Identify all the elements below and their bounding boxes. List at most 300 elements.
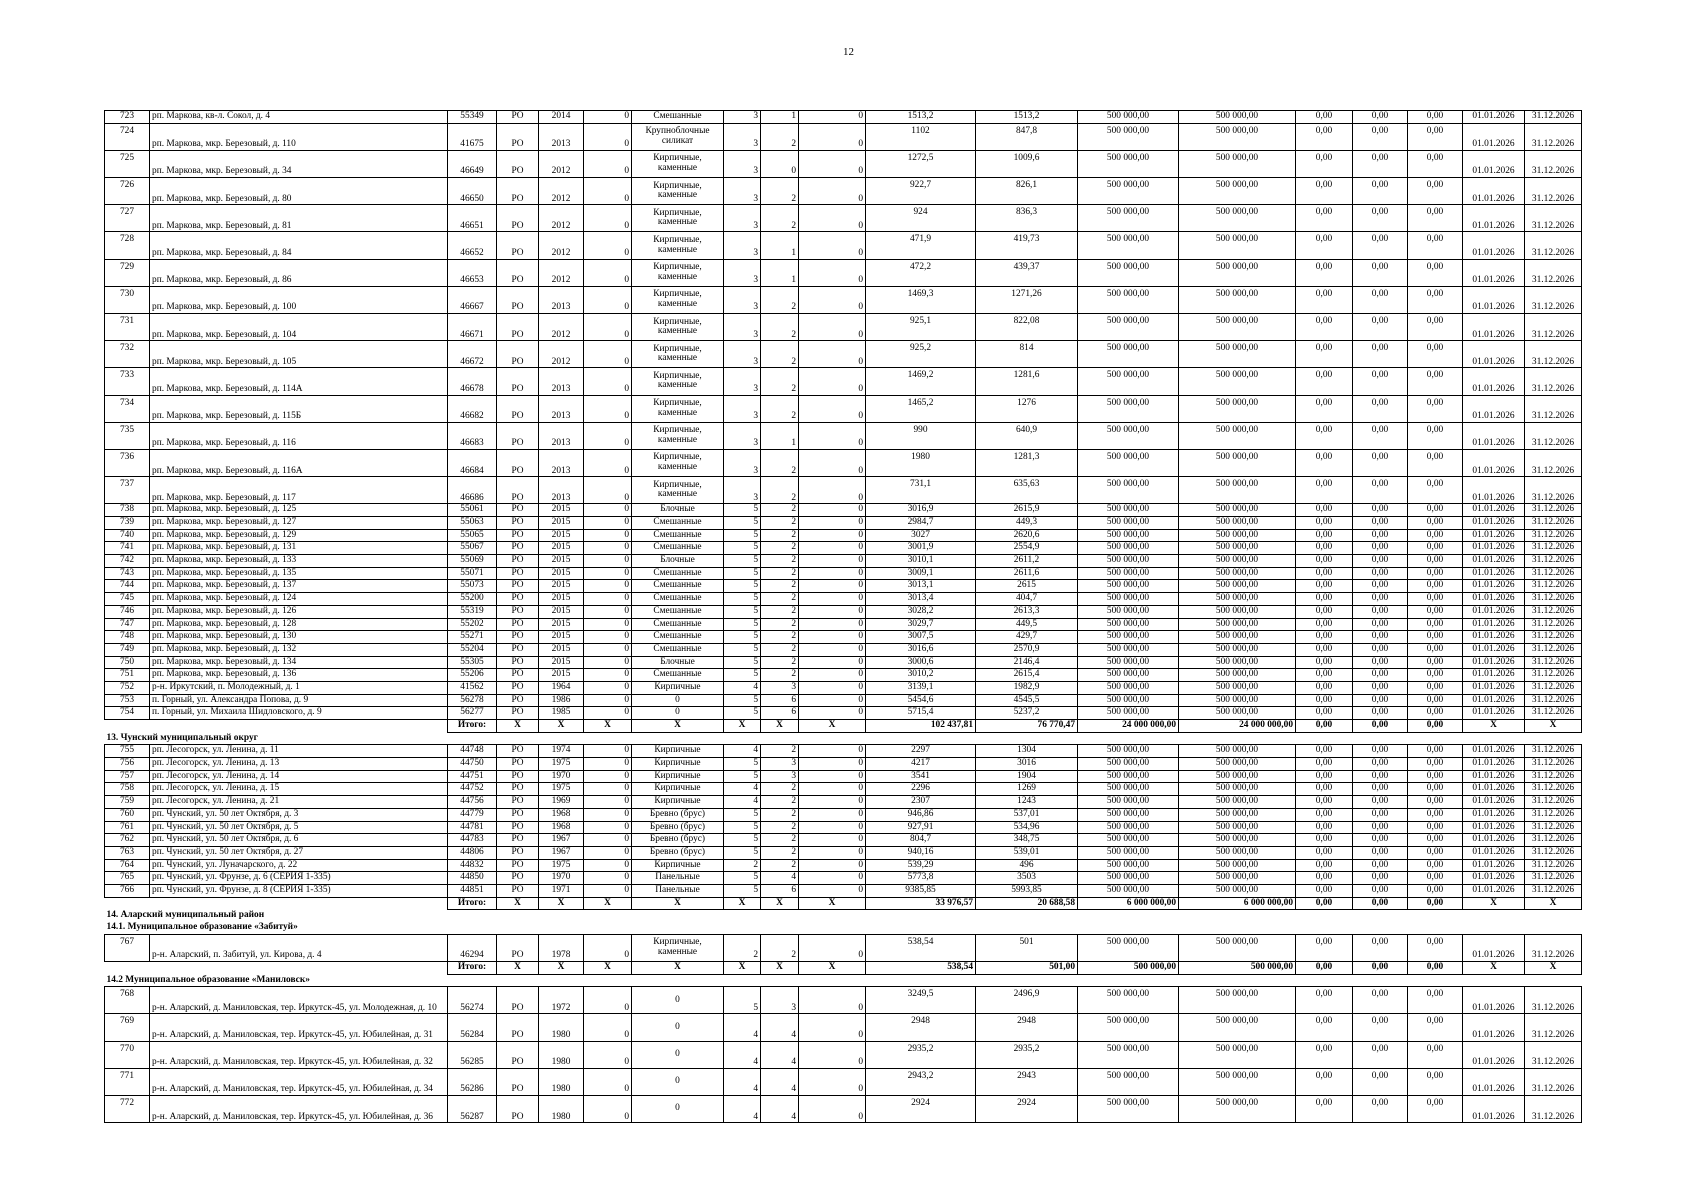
floors-cell: 5 <box>724 694 761 707</box>
amount-b-cell: 0,00 <box>1353 796 1408 809</box>
end-date-cell: 31.12.2026 <box>1525 631 1582 644</box>
zero-cell: 0 <box>584 884 632 897</box>
address-cell: рп. Маркова, мкр. Березовый, д. 81 <box>150 205 448 232</box>
fund-cell: РО <box>497 821 539 834</box>
amount-c-cell: 0,00 <box>1408 449 1463 476</box>
end-date-cell: 31.12.2026 <box>1525 232 1582 259</box>
total-area-cell: 1513,2 <box>866 111 976 124</box>
start-date-cell: 01.01.2026 <box>1463 745 1525 758</box>
building-id-cell: 44750 <box>448 758 497 771</box>
material-cell: Кирпичные, каменные <box>632 205 724 232</box>
start-date-cell: 01.01.2026 <box>1463 783 1525 796</box>
floors-cell: 4 <box>724 1041 761 1068</box>
table-row <box>105 529 1582 542</box>
total-row <box>105 961 1582 974</box>
zero-cell: 0 <box>799 1096 866 1123</box>
floors-cell: 5 <box>724 707 761 720</box>
building-id-cell: 55071 <box>448 567 497 580</box>
living-area-cell: 496 <box>976 859 1078 872</box>
building-id-cell: 46671 <box>448 314 497 341</box>
cost-cell: 500 000,00 <box>1078 656 1179 669</box>
start-date-cell: 01.01.2026 <box>1463 681 1525 694</box>
building-id-cell: 55067 <box>448 542 497 555</box>
amount-c-cell: 0,00 <box>1408 669 1463 682</box>
total-area-cell: 1469,2 <box>866 368 976 395</box>
total-x-cell: Х <box>724 961 761 974</box>
start-date-cell: 01.01.2026 <box>1463 422 1525 449</box>
floors-cell: 3 <box>724 314 761 341</box>
fund-amount-cell: 500 000,00 <box>1179 314 1296 341</box>
living-area-cell: 2496,9 <box>976 987 1078 1014</box>
living-area-cell: 419,73 <box>976 232 1078 259</box>
material-cell: Кирпичные, каменные <box>632 934 724 961</box>
cost-cell: 500 000,00 <box>1078 395 1179 422</box>
amount-a-cell: 0,00 <box>1296 286 1353 313</box>
floors-cell: 5 <box>724 770 761 783</box>
zero-cell: 0 <box>584 150 632 177</box>
entrances-cell: 2 <box>761 477 799 504</box>
amount-b-cell: 0,00 <box>1353 580 1408 593</box>
fund-amount-cell: 500 000,00 <box>1179 542 1296 555</box>
fund-cell: РО <box>497 859 539 872</box>
end-date-cell: 31.12.2026 <box>1525 987 1582 1014</box>
amount-b-cell: 0,00 <box>1353 631 1408 644</box>
amount-b-cell: 0,00 <box>1353 669 1408 682</box>
amount-c-cell: 0,00 <box>1408 593 1463 606</box>
amount-b-cell: 0,00 <box>1353 1096 1408 1123</box>
buildings-table <box>104 110 1582 1123</box>
living-area-cell: 5237,2 <box>976 707 1078 720</box>
building-id-cell: 44748 <box>448 745 497 758</box>
amount-c-cell: 0,00 <box>1408 694 1463 707</box>
amount-b-cell: 0,00 <box>1353 934 1408 961</box>
start-date-cell: 01.01.2026 <box>1463 707 1525 720</box>
floors-cell: 5 <box>724 846 761 859</box>
amount-a-cell: 0,00 <box>1296 178 1353 205</box>
cost-cell: 500 000,00 <box>1078 631 1179 644</box>
address-cell: рп. Маркова, мкр. Березовый, д. 114А <box>150 368 448 395</box>
year-cell: 2013 <box>539 286 584 313</box>
zero-cell: 0 <box>584 593 632 606</box>
zero-cell: 0 <box>584 643 632 656</box>
fund-amount-cell: 500 000,00 <box>1179 821 1296 834</box>
address-cell: рп. Маркова, мкр. Березовый, д. 104 <box>150 314 448 341</box>
row-number: 730 <box>105 286 150 313</box>
year-cell: 2013 <box>539 449 584 476</box>
entrances-cell: 2 <box>761 341 799 368</box>
amount-b-cell: 0,00 <box>1353 286 1408 313</box>
total-area-cell: 2935,2 <box>866 1041 976 1068</box>
amount-b-cell: 0,00 <box>1353 1041 1408 1068</box>
fund-cell: РО <box>497 1041 539 1068</box>
table-row <box>105 449 1582 476</box>
address-cell: рп. Маркова, мкр. Березовый, д. 129 <box>150 529 448 542</box>
amount-c-cell: 0,00 <box>1408 529 1463 542</box>
zero-cell: 0 <box>584 314 632 341</box>
address-cell: рп. Чунский, ул. 50 лет Октября, д. 27 <box>150 846 448 859</box>
building-id-cell: 46652 <box>448 232 497 259</box>
cost-cell: 500 000,00 <box>1078 669 1179 682</box>
amount-c-cell: 0,00 <box>1408 859 1463 872</box>
cost-cell: 500 000,00 <box>1078 593 1179 606</box>
amount-b-cell: 0,00 <box>1353 368 1408 395</box>
total-area-cell: 925,2 <box>866 341 976 368</box>
amount-c-cell: 0,00 <box>1408 286 1463 313</box>
fund-cell: РО <box>497 834 539 847</box>
amount-a-cell: 0,00 <box>1296 987 1353 1014</box>
fund-amount-cell: 500 000,00 <box>1179 286 1296 313</box>
fund-amount-cell: 500 000,00 <box>1179 111 1296 124</box>
year-cell: 1985 <box>539 707 584 720</box>
address-cell: рп. Маркова, мкр. Березовый, д. 117 <box>150 477 448 504</box>
amount-c-cell: 0,00 <box>1408 422 1463 449</box>
fund-cell: РО <box>497 884 539 897</box>
zero-cell: 0 <box>584 477 632 504</box>
total-x-cell: Х <box>584 897 632 910</box>
address-cell: рп. Маркова, мкр. Березовый, д. 110 <box>150 123 448 150</box>
amount-b-cell: 0,00 <box>1353 618 1408 631</box>
entrances-cell: 2 <box>761 859 799 872</box>
table-row <box>105 694 1582 707</box>
amount-b-cell: 0,00 <box>1353 846 1408 859</box>
fund-amount-cell: 500 000,00 <box>1179 618 1296 631</box>
total-spacer <box>105 961 448 974</box>
start-date-cell: 01.01.2026 <box>1463 504 1525 517</box>
table-row <box>105 643 1582 656</box>
start-date-cell: 01.01.2026 <box>1463 580 1525 593</box>
zero-cell: 0 <box>584 449 632 476</box>
amount-c-cell: 0,00 <box>1408 395 1463 422</box>
amount-b-cell: 0,00 <box>1353 605 1408 618</box>
amount-a-cell: 0,00 <box>1296 123 1353 150</box>
material-cell: Смешанные <box>632 593 724 606</box>
amount-a-cell: 0,00 <box>1296 477 1353 504</box>
total-area-cell: 2924 <box>866 1096 976 1123</box>
end-date-cell: 31.12.2026 <box>1525 656 1582 669</box>
living-area-cell: 429,7 <box>976 631 1078 644</box>
address-cell: рп. Маркова, мкр. Березовый, д. 133 <box>150 555 448 568</box>
material-cell: Смешанные <box>632 643 724 656</box>
floors-cell: 5 <box>724 542 761 555</box>
living-area-cell: 1304 <box>976 745 1078 758</box>
table-row <box>105 1014 1582 1041</box>
row-number: 748 <box>105 631 150 644</box>
entrances-cell: 6 <box>761 707 799 720</box>
row-number: 750 <box>105 656 150 669</box>
amount-a-cell: 0,00 <box>1296 694 1353 707</box>
fund-amount-cell: 500 000,00 <box>1179 770 1296 783</box>
zero-cell: 0 <box>799 567 866 580</box>
entrances-cell: 2 <box>761 808 799 821</box>
entrances-cell: 3 <box>761 987 799 1014</box>
amount-a-cell: 0,00 <box>1296 643 1353 656</box>
cost-cell: 500 000,00 <box>1078 884 1179 897</box>
fund-amount-cell: 500 000,00 <box>1179 580 1296 593</box>
end-date-cell: 31.12.2026 <box>1525 808 1582 821</box>
total-area-cell: 471,9 <box>866 232 976 259</box>
total-x-cell: Х <box>539 961 584 974</box>
amount-a-cell: 0,00 <box>1296 422 1353 449</box>
year-cell: 1975 <box>539 758 584 771</box>
amount-a-cell: 0,00 <box>1296 1014 1353 1041</box>
zero-cell: 0 <box>799 449 866 476</box>
row-number: 746 <box>105 605 150 618</box>
end-date-cell: 31.12.2026 <box>1525 150 1582 177</box>
zero-cell: 0 <box>799 205 866 232</box>
zero-cell: 0 <box>799 758 866 771</box>
cost-cell: 500 000,00 <box>1078 449 1179 476</box>
fund-cell: РО <box>497 517 539 530</box>
material-cell: Смешанные <box>632 542 724 555</box>
living-area-cell: 640,9 <box>976 422 1078 449</box>
amount-b-cell: 0,00 <box>1353 542 1408 555</box>
total-area-cell: 3139,1 <box>866 681 976 694</box>
zero-cell: 0 <box>799 846 866 859</box>
building-id-cell: 46682 <box>448 395 497 422</box>
fund-amount-cell: 500 000,00 <box>1179 341 1296 368</box>
fund-amount-cell: 500 000,00 <box>1179 477 1296 504</box>
cost-cell: 500 000,00 <box>1078 681 1179 694</box>
material-cell: Кирпичные, каменные <box>632 477 724 504</box>
table-row <box>105 707 1582 720</box>
table-row <box>105 821 1582 834</box>
year-cell: 1980 <box>539 1041 584 1068</box>
start-date-cell: 01.01.2026 <box>1463 770 1525 783</box>
end-date-cell: 31.12.2026 <box>1525 694 1582 707</box>
zero-cell: 0 <box>584 859 632 872</box>
amount-b-cell: 0,00 <box>1353 150 1408 177</box>
address-cell: р-н. Аларский, д. Маниловская, тер. Иркутск-45, ул. Юбилейная, д. 32 <box>150 1041 448 1068</box>
row-number: 743 <box>105 567 150 580</box>
entrances-cell: 2 <box>761 555 799 568</box>
total-area-cell: 925,1 <box>866 314 976 341</box>
zero-cell: 0 <box>799 259 866 286</box>
row-number: 765 <box>105 872 150 885</box>
cost-cell: 500 000,00 <box>1078 1096 1179 1123</box>
end-date-cell: 31.12.2026 <box>1525 504 1582 517</box>
total-area-cell: 3010,1 <box>866 555 976 568</box>
amount-c-cell: 0,00 <box>1408 1068 1463 1095</box>
total-area-cell: 2943,2 <box>866 1068 976 1095</box>
fund-amount-cell: 500 000,00 <box>1179 707 1296 720</box>
fund-cell: РО <box>497 205 539 232</box>
cost-cell: 500 000,00 <box>1078 542 1179 555</box>
living-area-cell: 1281,3 <box>976 449 1078 476</box>
zero-cell: 0 <box>584 669 632 682</box>
start-date-cell: 01.01.2026 <box>1463 1068 1525 1095</box>
fund-cell: РО <box>497 368 539 395</box>
entrances-cell: 2 <box>761 618 799 631</box>
floors-cell: 3 <box>724 111 761 124</box>
row-number: 754 <box>105 707 150 720</box>
fund-cell: РО <box>497 123 539 150</box>
zero-cell: 0 <box>799 341 866 368</box>
entrances-cell: 6 <box>761 884 799 897</box>
year-cell: 2015 <box>539 529 584 542</box>
table-row <box>105 1096 1582 1123</box>
material-cell: Кирпичные, каменные <box>632 286 724 313</box>
table-row <box>105 542 1582 555</box>
end-date-cell: 31.12.2026 <box>1525 758 1582 771</box>
zero-cell: 0 <box>584 368 632 395</box>
fund-amount-cell: 500 000,00 <box>1179 205 1296 232</box>
amount-c-cell: 0,00 <box>1408 1014 1463 1041</box>
living-area-cell: 1271,26 <box>976 286 1078 313</box>
year-cell: 2015 <box>539 567 584 580</box>
total-x-cell: Х <box>1525 961 1582 974</box>
living-area-sum: 76 770,47 <box>976 720 1078 733</box>
floors-cell: 3 <box>724 178 761 205</box>
material-cell: Бревно (брус) <box>632 808 724 821</box>
row-number: 772 <box>105 1096 150 1123</box>
cost-cell: 500 000,00 <box>1078 286 1179 313</box>
year-cell: 1968 <box>539 808 584 821</box>
fund-cell: РО <box>497 745 539 758</box>
fund-amount-cell: 500 000,00 <box>1179 758 1296 771</box>
table-row <box>105 934 1582 961</box>
fund-amount-cell: 500 000,00 <box>1179 395 1296 422</box>
building-id-cell: 55202 <box>448 618 497 631</box>
building-id-cell: 55349 <box>448 111 497 124</box>
zero-cell: 0 <box>799 178 866 205</box>
living-area-cell: 2611,2 <box>976 555 1078 568</box>
fund-cell: РО <box>497 681 539 694</box>
address-cell: р-н. Аларский, д. Маниловская, тер. Иркутск-45, ул. Юбилейная, д. 31 <box>150 1014 448 1041</box>
amount-b-cell: 0,00 <box>1353 681 1408 694</box>
year-cell: 2015 <box>539 555 584 568</box>
total-area-cell: 3249,5 <box>866 987 976 1014</box>
address-cell: рп. Маркова, мкр. Березовый, д. 136 <box>150 669 448 682</box>
start-date-cell: 01.01.2026 <box>1463 846 1525 859</box>
year-cell: 2012 <box>539 150 584 177</box>
zero-cell: 0 <box>799 643 866 656</box>
amount-c-cell: 0,00 <box>1408 477 1463 504</box>
amount-b-cell: 0,00 <box>1353 529 1408 542</box>
zero-cell: 0 <box>799 1014 866 1041</box>
address-cell: рп. Маркова, мкр. Березовый, д. 86 <box>150 259 448 286</box>
entrances-cell: 2 <box>761 593 799 606</box>
zero-cell: 0 <box>799 808 866 821</box>
end-date-cell: 31.12.2026 <box>1525 1014 1582 1041</box>
year-cell: 1967 <box>539 834 584 847</box>
total-area-cell: 3013,4 <box>866 593 976 606</box>
fund-amount-cell: 500 000,00 <box>1179 1096 1296 1123</box>
floors-cell: 5 <box>724 987 761 1014</box>
material-cell: Смешанные <box>632 605 724 618</box>
total-x-cell: Х <box>1463 720 1525 733</box>
zero-cell: 0 <box>799 477 866 504</box>
amount-a-cell: 0,00 <box>1296 1041 1353 1068</box>
building-id-cell: 44851 <box>448 884 497 897</box>
cost-cell: 500 000,00 <box>1078 1014 1179 1041</box>
amount-a-sum: 0,00 <box>1296 897 1353 910</box>
end-date-cell: 31.12.2026 <box>1525 669 1582 682</box>
building-id-cell: 44832 <box>448 859 497 872</box>
total-x-cell: Х <box>761 897 799 910</box>
table-row <box>105 205 1582 232</box>
material-cell: 0 <box>632 1041 724 1068</box>
table-row <box>105 477 1582 504</box>
building-id-cell: 56284 <box>448 1014 497 1041</box>
material-cell: Смешанные <box>632 567 724 580</box>
living-area-cell: 1513,2 <box>976 111 1078 124</box>
amount-c-cell: 0,00 <box>1408 618 1463 631</box>
end-date-cell: 31.12.2026 <box>1525 796 1582 809</box>
amount-a-cell: 0,00 <box>1296 681 1353 694</box>
zero-cell: 0 <box>799 286 866 313</box>
cost-cell: 500 000,00 <box>1078 872 1179 885</box>
start-date-cell: 01.01.2026 <box>1463 232 1525 259</box>
material-cell: Блочные <box>632 504 724 517</box>
table-row <box>105 681 1582 694</box>
fund-cell: РО <box>497 656 539 669</box>
fund-amount-cell: 500 000,00 <box>1179 368 1296 395</box>
material-cell: Кирпичные, каменные <box>632 368 724 395</box>
amount-c-cell: 0,00 <box>1408 232 1463 259</box>
material-cell: Кирпичные, каменные <box>632 422 724 449</box>
end-date-cell: 31.12.2026 <box>1525 341 1582 368</box>
floors-cell: 3 <box>724 123 761 150</box>
floors-cell: 5 <box>724 834 761 847</box>
total-area-cell: 2307 <box>866 796 976 809</box>
row-number: 739 <box>105 517 150 530</box>
fund-amount-cell: 500 000,00 <box>1179 555 1296 568</box>
material-cell: Бревно (брус) <box>632 834 724 847</box>
living-area-cell: 3503 <box>976 872 1078 885</box>
cost-cell: 500 000,00 <box>1078 643 1179 656</box>
start-date-cell: 01.01.2026 <box>1463 821 1525 834</box>
fund-amount-cell: 500 000,00 <box>1179 259 1296 286</box>
material-cell: Кирпичные <box>632 770 724 783</box>
living-area-cell: 449,5 <box>976 618 1078 631</box>
zero-cell: 0 <box>584 395 632 422</box>
amount-b-cell: 0,00 <box>1353 694 1408 707</box>
total-area-cell: 1102 <box>866 123 976 150</box>
cost-sum: 500 000,00 <box>1078 961 1179 974</box>
zero-cell: 0 <box>584 341 632 368</box>
end-date-cell: 31.12.2026 <box>1525 618 1582 631</box>
total-area-cell: 2296 <box>866 783 976 796</box>
amount-b-cell: 0,00 <box>1353 884 1408 897</box>
year-cell: 1975 <box>539 783 584 796</box>
amount-b-cell: 0,00 <box>1353 808 1408 821</box>
start-date-cell: 01.01.2026 <box>1463 150 1525 177</box>
fund-amount-cell: 500 000,00 <box>1179 422 1296 449</box>
building-id-cell: 55319 <box>448 605 497 618</box>
building-id-cell: 56285 <box>448 1041 497 1068</box>
table-row <box>105 745 1582 758</box>
year-cell: 2013 <box>539 422 584 449</box>
section-title: 14.2 Муниципальное образование «Маниловск» <box>106 974 310 985</box>
entrances-cell: 4 <box>761 1096 799 1123</box>
address-cell: рп. Лесогорск, ул. Ленина, д. 21 <box>150 796 448 809</box>
total-x-cell: Х <box>497 720 539 733</box>
amount-c-cell: 0,00 <box>1408 846 1463 859</box>
start-date-cell: 01.01.2026 <box>1463 555 1525 568</box>
material-cell: Смешанные <box>632 517 724 530</box>
amount-a-cell: 0,00 <box>1296 821 1353 834</box>
amount-c-cell: 0,00 <box>1408 884 1463 897</box>
amount-c-sum: 0,00 <box>1408 961 1463 974</box>
end-date-cell: 31.12.2026 <box>1525 542 1582 555</box>
total-area-cell: 3016,9 <box>866 504 976 517</box>
end-date-cell: 31.12.2026 <box>1525 872 1582 885</box>
fund-amount-cell: 500 000,00 <box>1179 872 1296 885</box>
amount-c-cell: 0,00 <box>1408 934 1463 961</box>
amount-b-cell: 0,00 <box>1353 232 1408 259</box>
zero-cell: 0 <box>584 618 632 631</box>
address-cell: рп. Маркова, мкр. Березовый, д. 127 <box>150 517 448 530</box>
